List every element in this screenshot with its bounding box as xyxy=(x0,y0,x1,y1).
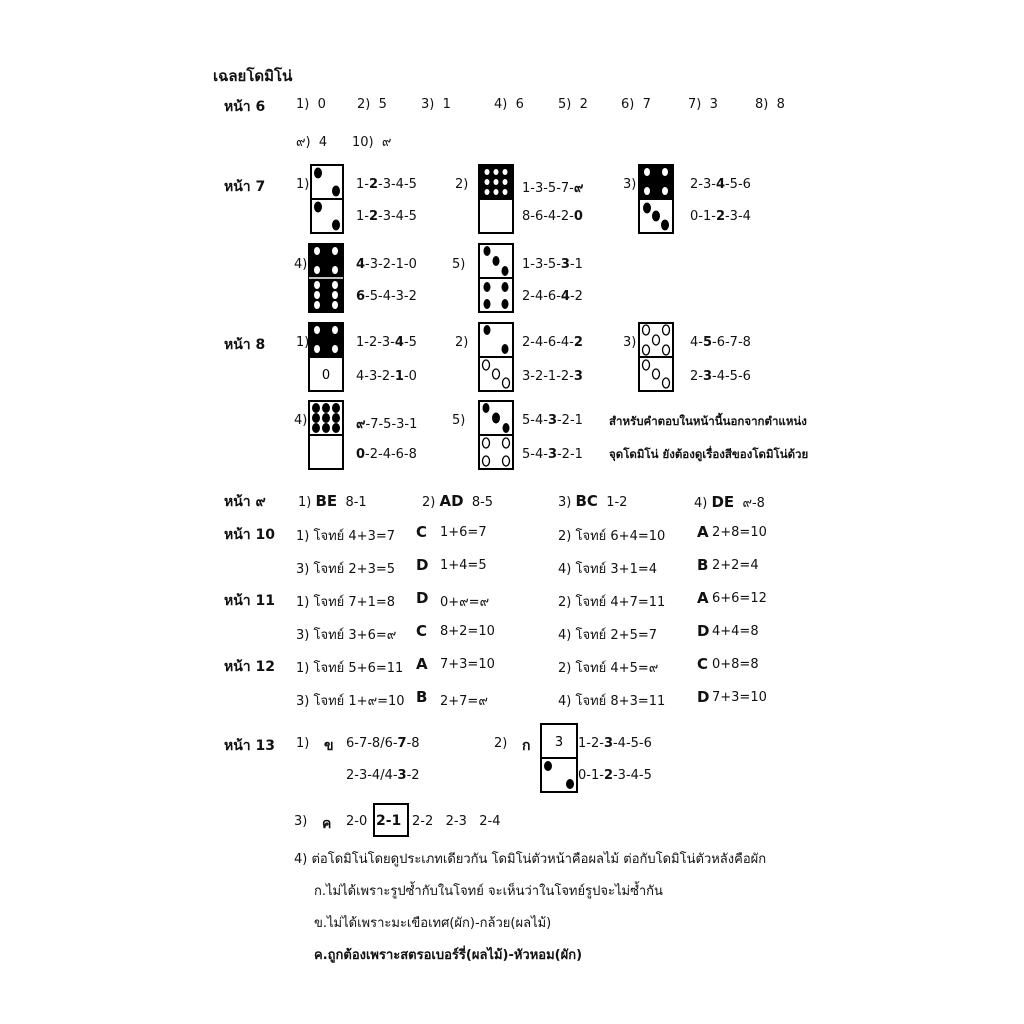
page-8-note: สำหรับคำตอบในหน้านี้นอกจากตำแหน่ง xyxy=(609,414,807,428)
domino-tile xyxy=(540,723,578,793)
domino-face-label: 0 xyxy=(321,368,331,383)
answer-letter: C xyxy=(697,655,709,673)
answer-equation: 0+๙=๙ xyxy=(440,595,490,610)
answer-item: 3) BC 1-2 xyxy=(558,492,628,510)
sequence: 0-2-4-6-8 xyxy=(356,447,417,462)
sequence: 6-5-4-3-2 xyxy=(356,289,417,304)
page-label-9: หน้า ๙ xyxy=(224,494,266,510)
sequence: 4-3-2-1-0 xyxy=(356,257,417,272)
answer-item: 1) BE 8-1 xyxy=(298,492,367,510)
sequence: 1-2-3-4-5 xyxy=(356,209,417,224)
problem: 2) โจทย์ 4+5=๙ xyxy=(558,661,659,676)
answer-equation: 2+7=๙ xyxy=(440,694,488,709)
domino-tile xyxy=(308,243,344,313)
item-number: 1) xyxy=(296,736,310,751)
item-number: 5) xyxy=(452,413,466,428)
answer-equation: 2+8=10 xyxy=(712,525,767,540)
p6-answer: 5) 2 xyxy=(558,97,588,112)
answer-letter: ค xyxy=(322,816,332,832)
answer-equation: 7+3=10 xyxy=(440,657,495,672)
problem: 3) โจทย์ 1+๙=10 xyxy=(296,694,405,709)
domino-tile xyxy=(478,164,514,234)
answer-letter: D xyxy=(697,688,710,706)
sequence: 8-6-4-2-0 xyxy=(522,209,583,224)
item-number: 3) xyxy=(623,335,637,350)
domino-tile xyxy=(478,322,514,392)
page-title: เฉลยโดมิโน่ xyxy=(213,67,293,85)
p6-answer: 2) 5 xyxy=(357,97,387,112)
answer-equation: 7+3=10 xyxy=(712,690,767,705)
sequence: 2-0 xyxy=(346,814,368,829)
page-label-7: หน้า 7 xyxy=(224,179,266,195)
answer-equation: 2+2=4 xyxy=(712,558,759,573)
page-label-11: หน้า 11 xyxy=(224,593,276,609)
page-label-10: หน้า 10 xyxy=(224,527,276,543)
answer-letter: ก xyxy=(522,738,531,754)
sequence: 4-5-6-7-8 xyxy=(690,335,751,350)
problem: 3) โจทย์ 2+3=5 xyxy=(296,562,396,577)
answer-equation: 8+2=10 xyxy=(440,624,495,639)
domino-tile xyxy=(308,400,344,470)
domino-tile xyxy=(638,322,674,392)
answer-equation: 4+4=8 xyxy=(712,624,759,639)
answer-letter: A xyxy=(697,589,709,607)
sequence: 0-1-2-3-4-5 xyxy=(578,768,652,783)
answer-letter: C xyxy=(416,523,428,541)
sequence: 2-4-6-4-2 xyxy=(522,289,583,304)
answer-letter: B xyxy=(416,688,428,706)
explanation: 4) ต่อโดมิโน่โดยดูประเภทเดียวกัน โดมิโน่ตัวหน้าคือผลไม้ ต่อกับโดมิโน่ตัวหลังคือผัก xyxy=(294,852,767,867)
answer-item: 4) DE ๙-8 xyxy=(694,493,765,511)
problem: 1) โจทย์ 7+1=8 xyxy=(296,595,396,610)
problem: 4) โจทย์ 2+5=7 xyxy=(558,628,658,643)
page-8-note: จุดโดมิโน่ ยังต้องดูเรื่องสีของโดมิโน่ด้วย xyxy=(609,447,809,461)
item-number: 4) xyxy=(294,413,308,428)
item-number: 2) xyxy=(455,335,469,350)
sequence: 2-2 2-3 2-4 xyxy=(412,814,501,829)
domino-tile xyxy=(638,164,674,234)
domino-tile xyxy=(478,243,514,313)
sequence: 1-2-3-4-5 xyxy=(356,335,417,350)
p6-answer: 6) 7 xyxy=(621,97,651,112)
sequence: 2-3-4-5-6 xyxy=(690,369,751,384)
explanation-a: ก.ไม่ได้เพราะรูปซ้ำกับในโจทย์ จะเห็นว่าในโจทย์รูปจะไม่ซ้ำกัน xyxy=(314,884,663,899)
sequence: 2-3-4/4-3-2 xyxy=(346,768,420,783)
p6-answer: 3) 1 xyxy=(421,97,451,112)
answer-equation: 6+6=12 xyxy=(712,591,767,606)
domino-tile xyxy=(478,400,514,470)
domino-face-label: 3 xyxy=(554,735,564,750)
answer-letter: B xyxy=(697,556,709,574)
answer-letter: D xyxy=(697,622,710,640)
p6-answer: 7) 3 xyxy=(688,97,718,112)
sequence: 1-3-5-3-1 xyxy=(522,257,583,272)
explanation-b: ข.ไม่ได้เพราะมะเขือเทศ(ผัก)-กล้วย(ผลไม้) xyxy=(314,916,552,931)
sequence: 1-2-3-4-5-6 xyxy=(578,736,652,751)
page-label-6: หน้า 6 xyxy=(224,99,266,115)
problem: 2) โจทย์ 4+7=11 xyxy=(558,595,666,610)
problem: 2) โจทย์ 6+4=10 xyxy=(558,529,666,544)
item-number: 1) xyxy=(296,335,310,350)
answer-letter: D xyxy=(416,589,429,607)
answer-letter: A xyxy=(416,655,428,673)
sequence: 5-4-3-2-1 xyxy=(522,413,583,428)
sequence: 2-4-6-4-2 xyxy=(522,335,583,350)
p6-answer: 1) 0 xyxy=(296,97,326,112)
sequence: 1-3-5-7-๙ xyxy=(522,181,584,196)
sequence: 1-2-3-4-5 xyxy=(356,177,417,192)
sequence: 0-1-2-3-4 xyxy=(690,209,751,224)
domino-tile xyxy=(308,322,344,392)
item-number: 2) xyxy=(494,736,508,751)
answer-letter: C xyxy=(416,622,428,640)
answer-letter: A xyxy=(697,523,709,541)
answer-letter: D xyxy=(416,556,429,574)
problem: 1) โจทย์ 5+6=11 xyxy=(296,661,404,676)
answer-equation: 0+8=8 xyxy=(712,657,759,672)
item-number: 3) xyxy=(623,177,637,192)
problem: 3) โจทย์ 3+6=๙ xyxy=(296,628,397,643)
item-number: 5) xyxy=(452,257,466,272)
answer-letter: ข xyxy=(324,738,334,754)
item-number: 3) xyxy=(294,814,308,829)
sequence: 3-2-1-2-3 xyxy=(522,369,583,384)
page-label-8: หน้า 8 xyxy=(224,337,266,353)
p6-answer: 8) 8 xyxy=(755,97,785,112)
sequence: 5-4-3-2-1 xyxy=(522,447,583,462)
sequence: 2-3-4-5-6 xyxy=(690,177,751,192)
boxed-answer: 2-1 xyxy=(376,813,402,829)
problem: 1) โจทย์ 4+3=7 xyxy=(296,529,396,544)
problem: 4) โจทย์ 3+1=4 xyxy=(558,562,658,577)
item-number: 4) xyxy=(294,257,308,272)
answer-equation: 1+6=7 xyxy=(440,525,487,540)
explanation-c: ค.ถูกต้องเพราะสตรอเบอร์รี่(ผลไม้)-หัวหอม(ผัก) xyxy=(314,948,583,963)
item-number: 2) xyxy=(455,177,469,192)
sequence: 6-7-8/6-7-8 xyxy=(346,736,420,751)
p6-answer: 4) 6 xyxy=(494,97,524,112)
domino-tile xyxy=(310,164,344,234)
p6-answer: ๙) 4 xyxy=(296,135,328,150)
page-label-12: หน้า 12 xyxy=(224,659,276,675)
problem: 4) โจทย์ 8+3=11 xyxy=(558,694,666,709)
answer-item: 2) AD 8-5 xyxy=(422,492,494,510)
item-number: 1) xyxy=(296,177,310,192)
page-label-13: หน้า 13 xyxy=(224,738,276,754)
p6-answer: 10) ๙ xyxy=(352,135,392,150)
sequence: 4-3-2-1-0 xyxy=(356,369,417,384)
answer-equation: 1+4=5 xyxy=(440,558,487,573)
sequence: ๙-7-5-3-1 xyxy=(356,417,418,432)
